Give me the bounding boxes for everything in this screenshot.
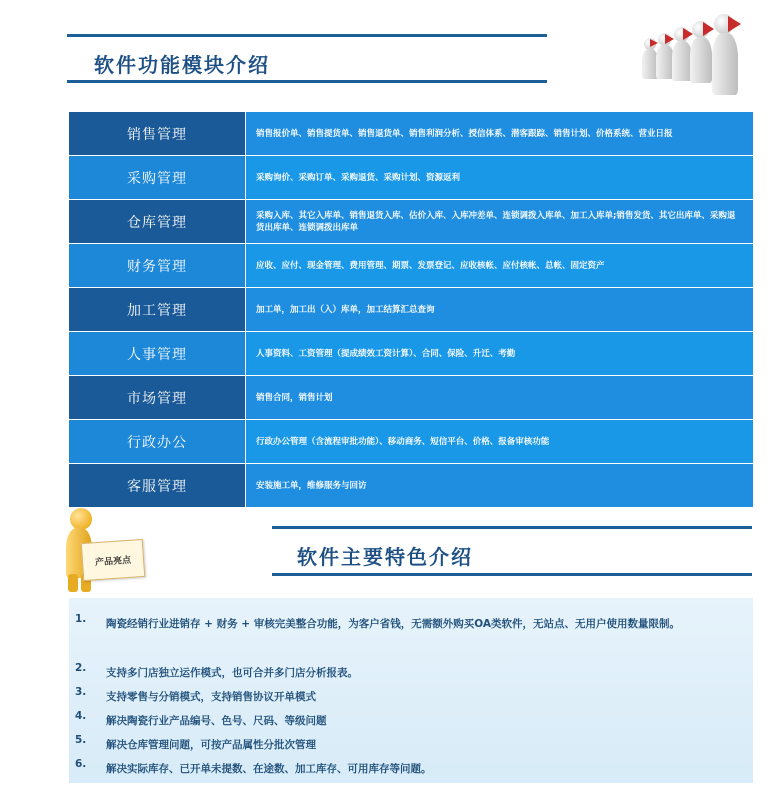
module-name: 销售管理	[69, 112, 246, 155]
feature-number: 4.	[75, 710, 87, 722]
table-row	[69, 156, 753, 200]
megaphone-people-icon	[634, 14, 752, 106]
table-row	[69, 376, 753, 420]
module-desc: 人事资料、工资管理（提成绩效工资计算）、合同、保险、升迁、考勤	[246, 332, 753, 375]
feature-text: 解决陶瓷行业产品编号、色号、尺码、等级问题	[106, 715, 327, 727]
feature-text: 支持零售与分销模式，支持销售协议开单模式	[106, 691, 316, 703]
module-desc: 行政办公管理（含流程审批功能）、移动商务、短信平台、价格、报备审核功能	[246, 420, 753, 463]
table-row	[69, 464, 753, 508]
table-row	[69, 420, 753, 464]
product-highlight-badge: 产品亮点	[81, 539, 145, 581]
header-rule-top	[67, 34, 547, 37]
module-name: 市场管理	[69, 376, 246, 419]
module-desc: 销售合同，销售计划	[246, 376, 753, 419]
module-table	[69, 112, 753, 508]
module-desc: 采购询价、采购订单、采购退货、采购计划、资源返利	[246, 156, 753, 199]
module-name: 仓库管理	[69, 200, 246, 243]
feature-text: 支持多门店独立运作模式，也可合并多门店分析报表。	[106, 667, 358, 679]
feature-number: 5.	[75, 734, 87, 746]
module-name: 采购管理	[69, 156, 246, 199]
module-desc: 采购入库、其它入库单、销售退货入库、估价入库、入库冲差单、连锁调拨入库单、加工入库单;销售发货、其它出库单、采购退货出库单、连锁调拨出库单	[246, 200, 753, 243]
feature-text: 解决仓库管理问题，可按产品属性分批次管理	[106, 739, 316, 751]
module-name: 客服管理	[69, 464, 246, 507]
module-name: 加工管理	[69, 288, 246, 331]
module-name: 财务管理	[69, 244, 246, 287]
feature-text: 陶瓷经销行业进销存 + 财务 + 审核完美整合功能，为客户省钱，无需额外购买OA类软件，无站点、无用户使用数量限制。	[106, 618, 680, 630]
table-row	[69, 112, 753, 156]
section-title-modules: 软件功能模块介绍	[94, 53, 270, 77]
module-desc: 销售报价单、销售提货单、销售退货单、销售利润分析、授信体系、潜客跟踪、销售计划、价格系统、营业日报	[246, 112, 753, 155]
module-name: 行政办公	[69, 420, 246, 463]
table-row	[69, 200, 753, 244]
features-rule-bottom	[272, 573, 752, 576]
feature-number: 2.	[75, 662, 87, 674]
module-desc: 安装施工单，维修服务与回访	[246, 464, 753, 507]
feature-number: 3.	[75, 686, 87, 698]
feature-number: 6.	[75, 758, 87, 770]
table-row	[69, 244, 753, 288]
features-rule-top	[272, 526, 752, 529]
feature-number: 1.	[75, 613, 87, 625]
feature-text: 解决实际库存、已开单未提数、在途数、加工库存、可用库存等问题。	[106, 763, 432, 775]
module-desc: 加工单，加工出（入）库单，加工结算汇总查询	[246, 288, 753, 331]
module-desc: 应收、应付、现金管理、费用管理、期票、发票登记、应收核帐、应付核帐、总帐、固定资产	[246, 244, 753, 287]
table-row	[69, 332, 753, 376]
module-name: 人事管理	[69, 332, 246, 375]
features-panel	[69, 598, 753, 783]
section-title-features: 软件主要特色介绍	[297, 545, 473, 569]
table-row	[69, 288, 753, 332]
header-rule-bottom	[67, 80, 547, 83]
